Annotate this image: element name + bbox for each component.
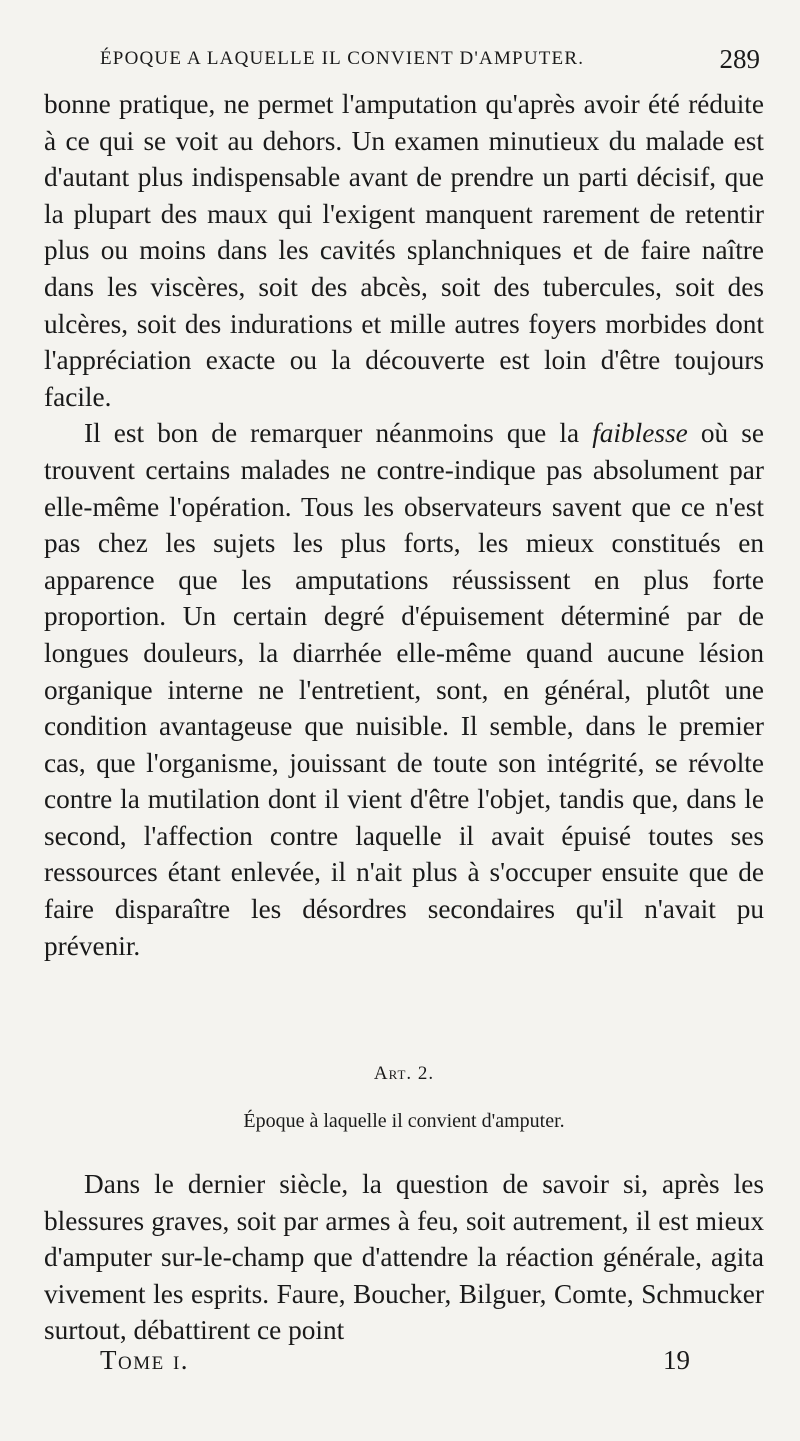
paragraph-weakness-start: Il est bon de remarquer néanmoins que la [84, 418, 593, 449]
signature-mark: 19 [663, 1345, 690, 1375]
paragraph-continued: bonne pratique, ne permet l'amputation qu'après avoir été réduite à ce qui se voit au dehors. Un examen minutieux du malade est d'autant plus indispensable avant de prendre un parti décisif, que la plupart des maux qui l'exigent manquent rarement de retentir plus ou moins dans les cavités splanchniques et de faire naître dans les viscères, soit des abcès, soit des tubercules, soit des ulcères, soit des indurations et mille autres foyers morbides dont l'appréciation exacte ou la découverte est loin d'être toujours facile. [44, 89, 764, 412]
emphasis-faiblesse: faiblesse [592, 418, 688, 449]
page-number: 289 [719, 44, 760, 74]
section-text [44, 1166, 764, 1349]
volume-label: Tome i. [100, 1345, 190, 1375]
paragraph-weakness [44, 415, 764, 964]
page-footer [100, 1345, 690, 1385]
running-title: ÉPOQUE A LAQUELLE IL CONVIENT D'AMPUTER. [100, 48, 585, 69]
paragraph-weakness-rest: où se trouvent certains malades ne contre-indique pas absolument par elle-même l'opération. Tous les observateurs savent que ce n'est pas chez les sujets les plus forts, les mieux constitués en apparence que les amputations réussissent en plus forte proportion. Un certain degré d'épuisement déterminé par de longues douleurs, la diarrhée elle-même quand aucune lésion organique interne ne l'entretient, sont, en général, plutôt une condition avantageuse que nuisible. Il semble, dans le premier cas, que l'organisme, jouissant de toute son intégrité, se révolte contre la mutilation dont il vient d'être l'objet, tandis que, dans le second, l'affection contre laquelle il avait épuisé toutes ses ressources étant enlevée, il n'ait plus à s'occuper ensuite que de faire disparaître les désordres secondaires qu'il n'avait pu prévenir. [44, 418, 764, 961]
main-text [44, 86, 764, 964]
running-head [100, 44, 760, 76]
article-title: Époque à laquelle il convient d'amputer. [243, 1110, 565, 1132]
article-label: Art. 2. [373, 1063, 435, 1084]
paragraph-last-century: Dans le dernier siècle, la question de savoir si, après les blessures graves, soit par armes à feu, soit autrement, il est mieux d'amputer sur-le-champ que d'attendre la réaction générale, agita vivement les esprits. Faure, Boucher, Bilguer, Comte, Schmucker surtout, débattirent ce point [44, 1169, 764, 1346]
